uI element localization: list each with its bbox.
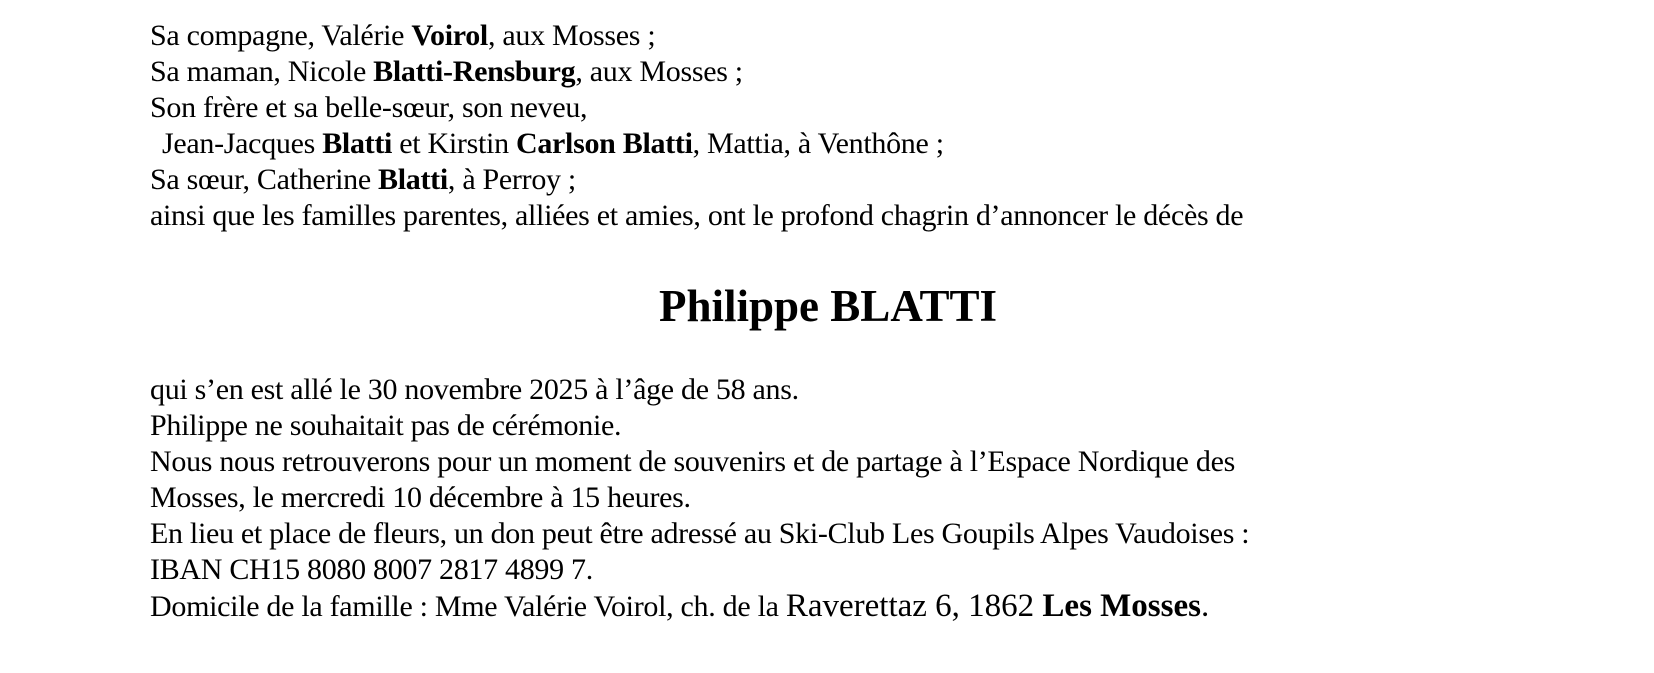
text-segment: Domicile de la famille : Mme Valérie Voirol, ch. de la [150,590,786,623]
text-segment: , aux Mosses ; [575,55,743,88]
text-segment: Blatti [378,163,448,196]
text-line [150,552,1506,588]
family-paragraph [150,18,1506,234]
text-segment: Nous nous retrouverons pour un moment de souvenirs et de partage à l’Espace Nordique des [150,445,1235,478]
details-paragraph [150,372,1506,625]
text-line [150,516,1506,552]
text-segment: Jean-Jacques [162,127,323,160]
text-segment: qui s’en est allé le 30 novembre 2025 à l’âge de 58 ans. [150,373,799,406]
text-segment: , à Perroy ; [447,163,576,196]
text-segment: Blatti [322,127,393,160]
text-segment: Blatti-Rensburg [373,55,576,88]
text-segment: Son frère et sa belle-sœur, son neveu, [150,91,588,124]
text-line [150,588,1506,625]
text-segment: Voirol [411,19,488,52]
text-segment: . [1200,588,1210,624]
text-line [150,480,1506,516]
text-segment: Philippe ne souhaitait pas de cérémonie. [150,409,622,442]
text-segment: Carlson Blatti [515,127,693,160]
text-segment: Sa maman, Nicole [150,55,374,88]
text-segment: ainsi que les familles parentes, alliées et amies, ont le profond chagrin d’annoncer le décès de [150,199,1244,232]
text-segment: et Kirstin [392,127,516,160]
text-segment: , Mattia, à Venthône ; [692,127,944,160]
text-line [150,162,1506,198]
text-segment: Sa compagne, Valérie [150,19,412,52]
text-segment: , aux Mosses ; [487,19,656,52]
text-segment: Les Mosses [1042,588,1201,624]
text-segment: En lieu et place de fleurs, un don peut être adressé au Ski-Club Les Goupils Alpes Vaudoises : [150,517,1250,550]
text-line [150,18,1506,54]
text-line [150,90,1506,126]
text-line [150,444,1506,480]
text-line [150,54,1506,90]
deceased-name-title: Philippe BLATTI [658,281,998,331]
text-segment: Sa sœur, Catherine [150,163,379,196]
text-segment: IBAN CH15 8080 8007 2817 4899 7. [150,553,593,586]
text-line [150,198,1506,234]
text-line [150,372,1506,408]
text-segment: Raverettaz 6, 1862 [785,588,1043,624]
text-line [150,126,1506,162]
text-segment: Mosses, le mercredi 10 décembre à 15 heures. [150,481,691,514]
text-line [150,408,1506,444]
